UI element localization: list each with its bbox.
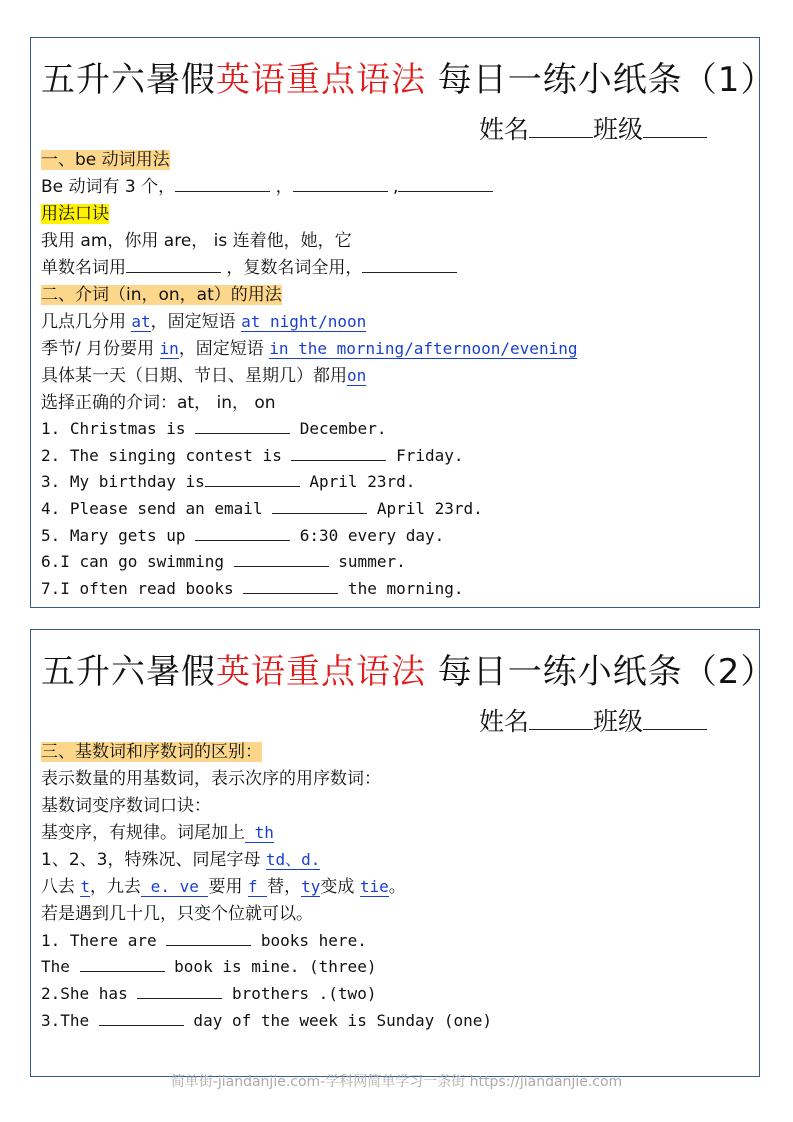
title-prefix: 五升六暑假 — [41, 60, 216, 100]
worksheet-card-2 — [30, 629, 776, 1077]
question-4: 4. Please send an email April 23rd. — [41, 499, 483, 518]
question-2: 2.She has brothers .(two) — [41, 984, 377, 1003]
question-2: 2. The singing contest is Friday. — [41, 446, 464, 465]
answer-text: td、d. — [265, 850, 321, 869]
fill-blank[interactable] — [362, 258, 457, 273]
be-verb-line: Be 动词有 3 个， ， , — [41, 176, 493, 198]
on-rule-line: 具体某一天（日期、节日、星期几）都用on — [41, 366, 367, 386]
fill-blank[interactable] — [398, 177, 493, 192]
title-highlight: 英语重点语法 — [216, 652, 426, 692]
title-suffix: 每日一练小纸条（2） — [426, 652, 776, 692]
fill-blank[interactable] — [175, 177, 270, 192]
question-5: 5. Mary gets up 6:30 every day. — [41, 526, 445, 545]
at-rule-line: 几点几分用 at，固定短语 at night/noon — [41, 312, 367, 332]
footer-watermark: 简单街-jiandanjie.com-学科网简单学习一条街 https://jiandanjie.com — [170, 1074, 623, 1090]
fill-blank[interactable] — [195, 526, 290, 541]
worksheet-card-1 — [30, 37, 776, 608]
class-label: 班级 — [592, 707, 643, 736]
question-3: 3. My birthday is April 23rd. — [41, 472, 416, 491]
question-7: 7.I often read books the morning. — [41, 579, 464, 598]
rhyme-line: 我用 am，你用 are， is 连着他，她，它 — [41, 231, 352, 251]
name-blank[interactable] — [529, 705, 593, 730]
fill-blank[interactable] — [272, 499, 367, 514]
fill-blank[interactable] — [195, 419, 290, 434]
usage-tip-header: 用法口诀 — [41, 204, 109, 224]
ordinal-rule-1: 基变序，有规律。词尾加上 th — [41, 823, 274, 843]
class-blank[interactable] — [643, 113, 707, 138]
name-blank[interactable] — [529, 113, 593, 138]
fill-blank[interactable] — [166, 931, 251, 946]
ordinal-rule-3: 八去 t，九去 e. ve 要用 f 替，ty变成 tie。 — [41, 877, 406, 897]
fill-blank[interactable] — [126, 258, 221, 273]
card-2-title — [41, 644, 775, 693]
answer-text: ve — [179, 877, 209, 896]
answer-text: at night/noon — [241, 312, 367, 331]
noun-rule-line: 单数名词用 ，复数名词全用， — [41, 257, 457, 279]
name-class-row — [479, 110, 707, 146]
class-blank[interactable] — [643, 705, 707, 730]
question-1: 1. Christmas is December. — [41, 419, 387, 438]
title-prefix: 五升六暑假 — [41, 652, 216, 692]
fill-blank[interactable] — [205, 472, 300, 487]
answer-text: at — [131, 312, 151, 331]
question-3: 3.The day of the week is Sunday (one) — [41, 1011, 493, 1030]
ordinal-intro-line: 表示数量的用基数词，表示次序的用序数词： — [41, 769, 381, 789]
section-1-header: 一、be 动词用法 — [41, 150, 170, 170]
choose-preposition-line: 选择正确的介词：at， in， on — [41, 393, 276, 413]
answer-text: t — [80, 877, 91, 896]
answer-text: e. — [141, 877, 180, 896]
name-label: 姓名 — [478, 707, 529, 736]
answer-text: th — [245, 823, 274, 842]
section-3-header: 三、基数词和序数词的区别： — [41, 742, 262, 762]
name-label: 姓名 — [478, 115, 529, 144]
ordinal-rule-4: 若是遇到几十几，只变个位就可以。 — [41, 904, 313, 924]
answer-text: tie — [359, 877, 389, 896]
ordinal-rule-2: 1、2、3，特殊况、同尾字母 td、d. — [41, 850, 321, 870]
question-6: 6.I can go swimming summer. — [41, 552, 406, 571]
title-highlight: 英语重点语法 — [216, 60, 426, 100]
name-class-row — [479, 702, 707, 738]
fill-blank[interactable] — [234, 552, 329, 567]
fill-blank[interactable] — [243, 579, 338, 594]
fill-blank[interactable] — [99, 1011, 184, 1026]
answer-text: on — [347, 366, 367, 385]
answer-text: in — [159, 339, 179, 358]
section-2-header: 二、介词（in，on，at）的用法 — [41, 285, 282, 305]
question-1b: The book is mine. (three) — [41, 957, 377, 976]
fill-blank[interactable] — [80, 957, 165, 972]
ordinal-rhyme-title: 基数词变序数词口诀： — [41, 796, 211, 816]
card-1-title — [41, 52, 775, 101]
fill-blank[interactable] — [291, 446, 386, 461]
question-1: 1. There are books here. — [41, 931, 367, 950]
class-label: 班级 — [592, 115, 643, 144]
title-suffix: 每日一练小纸条（1） — [426, 60, 776, 100]
in-rule-line: 季节/ 月份要用 in，固定短语 in the morning/afternoon/evening — [41, 339, 578, 359]
fill-blank[interactable] — [293, 177, 388, 192]
answer-text: f — [247, 877, 268, 896]
answer-text: in the morning/afternoon/evening — [269, 339, 578, 358]
answer-text: ty — [301, 877, 321, 896]
fill-blank[interactable] — [137, 984, 222, 999]
